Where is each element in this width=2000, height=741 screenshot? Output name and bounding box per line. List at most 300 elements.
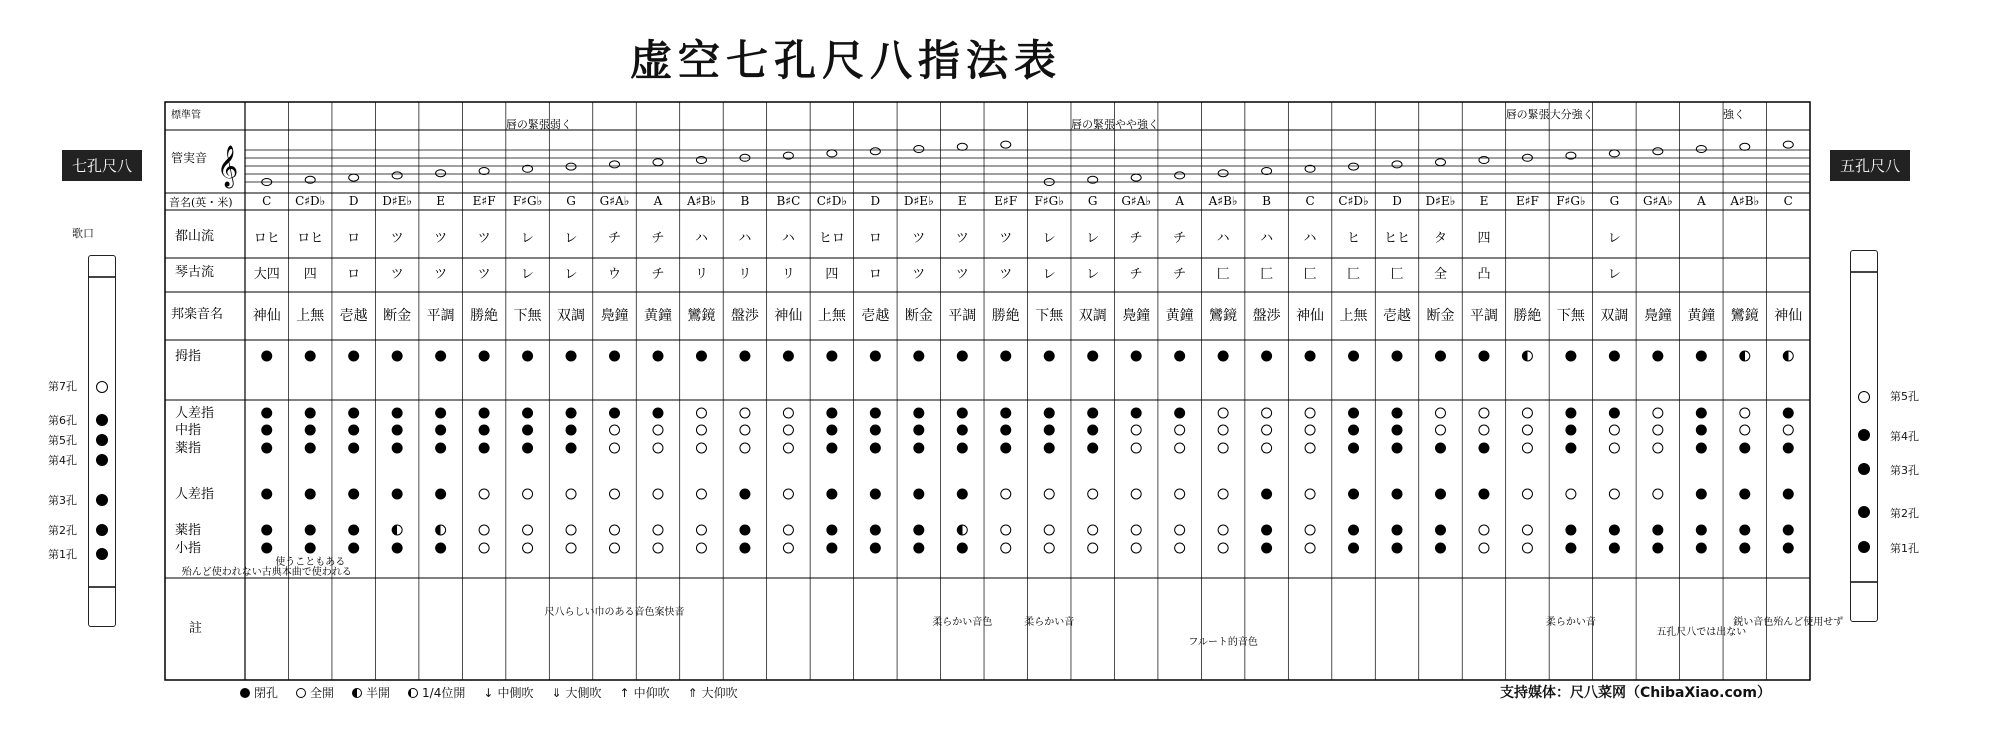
fingering-dot xyxy=(1218,543,1228,553)
hogaku-cell: 平調 xyxy=(1469,308,1498,324)
fingering-dot xyxy=(1349,525,1359,535)
fingering-dot xyxy=(1653,425,1663,435)
note-name-cell: C xyxy=(1783,194,1793,208)
kinko-cell: 全 xyxy=(1433,267,1447,282)
legend-meri xyxy=(483,684,533,701)
finger-row-label: 小指 xyxy=(175,541,202,556)
fingering-dot xyxy=(1522,351,1532,361)
tozan-cell: ロ xyxy=(868,231,882,246)
hogaku-cell: 双調 xyxy=(1078,308,1107,324)
fingering-dot xyxy=(1522,543,1532,553)
kinko-cell: 匚 xyxy=(1216,267,1230,282)
note-head xyxy=(262,179,272,186)
fingering-dot xyxy=(1218,443,1228,453)
fingering-dot xyxy=(1740,525,1750,535)
hogaku-cell: 神仙 xyxy=(774,308,803,324)
zone-label: 唇の緊張弱く xyxy=(505,118,572,131)
fingering-dot xyxy=(1435,443,1445,453)
fingering-dot xyxy=(1044,425,1054,435)
fingering-dot xyxy=(436,425,446,435)
note-name-cell: G xyxy=(1087,194,1098,208)
fingering-dot xyxy=(262,425,272,435)
header-hogaku-label: 邦楽音名 xyxy=(171,307,224,322)
fingering-dot xyxy=(305,425,315,435)
fingering-dot xyxy=(696,425,706,435)
fingering-dot xyxy=(1696,543,1706,553)
fingering-dot xyxy=(783,489,793,499)
fingering-dot xyxy=(957,543,967,553)
fingering-dot xyxy=(827,543,837,553)
hole-label: 第2孔 xyxy=(48,524,77,537)
zone-label: 唇の緊張やや強く xyxy=(1070,118,1159,131)
kinko-cell: リ xyxy=(694,267,708,282)
fingering-dot xyxy=(1435,543,1445,553)
finger-row-label: 薬指 xyxy=(175,523,202,538)
fingering-dot xyxy=(566,425,576,435)
fingering-dot xyxy=(610,543,620,553)
hole-6-icon xyxy=(96,414,108,426)
note-name-cell: A♯B♭ xyxy=(1730,194,1760,208)
fingering-dot xyxy=(1175,525,1185,535)
fingering-dot xyxy=(740,408,750,418)
hogaku-cell: 壱越 xyxy=(861,308,890,324)
fingering-dot xyxy=(1696,408,1706,418)
fingering-dot xyxy=(914,489,924,499)
fingering-dot xyxy=(1175,425,1185,435)
fingering-dot xyxy=(1522,489,1532,499)
fingering-dot xyxy=(653,408,663,418)
fingering-dot xyxy=(1001,425,1011,435)
fingering-dot xyxy=(1522,525,1532,535)
fingering-dot xyxy=(783,351,793,361)
note-head xyxy=(1435,159,1445,166)
fingering-dot xyxy=(523,489,533,499)
fingering-dot xyxy=(696,543,706,553)
fingering-dot xyxy=(1783,408,1793,418)
fingering-dot xyxy=(1001,489,1011,499)
hogaku-cell: 黄鐘 xyxy=(1687,308,1716,324)
fingering-dot xyxy=(957,443,967,453)
closed-hole-icon xyxy=(240,688,250,698)
fingering-dot xyxy=(653,443,663,453)
fingering-dot xyxy=(1001,443,1011,453)
fingering-dot xyxy=(436,408,446,418)
fingering-dot xyxy=(1392,443,1402,453)
fingering-dot xyxy=(1044,525,1054,535)
finger-row-label: 薬指 xyxy=(175,441,202,456)
kinko-cell: レ xyxy=(1042,267,1056,282)
hogaku-cell: 平調 xyxy=(426,308,455,324)
fingering-dot xyxy=(1392,408,1402,418)
fingering-dot xyxy=(783,425,793,435)
hole-5-icon xyxy=(1858,391,1870,403)
fingering-dot xyxy=(1566,489,1576,499)
note-name-cell: F♯G♭ xyxy=(1034,194,1064,208)
fingering-dot xyxy=(1262,525,1272,535)
fingering-dot xyxy=(1218,425,1228,435)
fingering-dot xyxy=(1783,351,1793,361)
fingering-dot xyxy=(1392,425,1402,435)
finger-row-label: 中指 xyxy=(175,423,202,438)
legend-closed xyxy=(240,684,278,701)
fingering-dot xyxy=(566,408,576,418)
fingering-dot xyxy=(1609,408,1619,418)
fingering-dot xyxy=(1653,489,1663,499)
seven-hole-flute-illustration xyxy=(88,255,116,627)
note-name-cell: C xyxy=(1305,194,1315,208)
kinko-cell: チ xyxy=(651,267,665,282)
note-head xyxy=(1783,141,1793,148)
hogaku-cell: 盤渉 xyxy=(1252,308,1281,324)
fingering-dot xyxy=(1653,351,1663,361)
fingering-dot xyxy=(262,351,272,361)
fingering-dot xyxy=(1044,408,1054,418)
kinko-cell: チ xyxy=(1129,267,1143,282)
tozan-cell: チ xyxy=(608,231,622,246)
fingering-dot xyxy=(1305,543,1315,553)
double-down-arrow-icon: ⇓ xyxy=(551,685,562,700)
legend-half xyxy=(352,684,390,701)
notes-row-label: 註 xyxy=(189,621,203,636)
tozan-cell: ヒ xyxy=(1347,231,1361,246)
note-head xyxy=(1131,174,1141,181)
hogaku-cell: 神仙 xyxy=(1296,308,1325,324)
note-name-cell: E♯F xyxy=(1515,194,1539,208)
fingering-dot xyxy=(1001,351,1011,361)
note-name-cell: D♯E♭ xyxy=(382,194,413,208)
fingering-dot xyxy=(1653,525,1663,535)
fingering-dot xyxy=(1001,543,1011,553)
hogaku-cell: 双調 xyxy=(557,308,586,324)
fingering-dot xyxy=(610,525,620,535)
fingering-dot xyxy=(1262,543,1272,553)
fingering-dot xyxy=(305,443,315,453)
fingering-dot xyxy=(1522,443,1532,453)
hogaku-cell: 下無 xyxy=(1035,308,1064,324)
header-pitch-label: 管実音 xyxy=(171,151,208,165)
kinko-cell: ツ xyxy=(912,267,926,282)
fingering-dot xyxy=(262,408,272,418)
note-head xyxy=(392,172,402,179)
fingering-dot xyxy=(827,425,837,435)
fingering-dot xyxy=(392,425,402,435)
fingering-dot xyxy=(1740,443,1750,453)
fingering-dot xyxy=(479,425,489,435)
fingering-dot xyxy=(1609,425,1619,435)
fingering-dot xyxy=(870,408,880,418)
fingering-dot xyxy=(1783,489,1793,499)
fingering-dot xyxy=(610,408,620,418)
fingering-dot xyxy=(827,443,837,453)
hogaku-cell: 盤渉 xyxy=(730,308,759,324)
legend-text: 半開 xyxy=(366,686,391,700)
note-name-cell: E xyxy=(1479,194,1489,208)
note-head xyxy=(1305,165,1315,172)
fingering-dot xyxy=(740,425,750,435)
note-head xyxy=(1001,141,1011,148)
kinko-cell: 匚 xyxy=(1390,267,1404,282)
fingering-dot xyxy=(436,443,446,453)
legend-text: 中側吹 xyxy=(497,686,534,700)
fingering-dot xyxy=(523,443,533,453)
note-name-cell: G♯A♭ xyxy=(1121,194,1152,208)
hogaku-cell: 断金 xyxy=(383,308,412,324)
fingering-dot xyxy=(1262,351,1272,361)
tozan-cell: ツ xyxy=(390,231,404,246)
note-name-cell: G xyxy=(566,194,576,208)
fingering-dot xyxy=(1131,443,1141,453)
fingering-dot xyxy=(523,408,533,418)
fingering-dot xyxy=(1305,525,1315,535)
kinko-cell: 大四 xyxy=(253,267,280,282)
hogaku-cell: 鳧鐘 xyxy=(1122,308,1151,324)
note-name-cell: F♯G♭ xyxy=(512,194,543,208)
fingering-dot xyxy=(392,408,402,418)
tozan-cell: ハ xyxy=(781,231,795,246)
hogaku-cell: 神仙 xyxy=(252,308,281,324)
fingering-dot xyxy=(1696,525,1706,535)
hole-2-icon xyxy=(96,524,108,536)
fingering-dot xyxy=(1435,425,1445,435)
hole-5-icon xyxy=(96,434,108,446)
note-name-cell: F♯G♭ xyxy=(1556,194,1586,208)
hogaku-cell: 上無 xyxy=(296,308,325,324)
fingering-dot xyxy=(740,443,750,453)
fingering-dot xyxy=(1740,489,1750,499)
note-annotation: フルート的音色 xyxy=(1188,637,1258,648)
tozan-cell: レ xyxy=(1607,231,1621,246)
fingering-dot xyxy=(1435,408,1445,418)
hole-3-icon xyxy=(96,494,108,506)
note-annotation: 五孔尺八では出ない xyxy=(1656,627,1747,638)
fingering-dot xyxy=(610,443,620,453)
fingering-dot xyxy=(870,525,880,535)
kinko-cell: ロ xyxy=(347,267,361,282)
fingering-dot xyxy=(1479,525,1489,535)
kinko-cell: ツ xyxy=(955,267,969,282)
fingering-dot xyxy=(479,408,489,418)
kinko-cell: 匚 xyxy=(1347,267,1361,282)
utaguchi-label: 歌口 xyxy=(72,227,94,240)
note-head xyxy=(566,163,576,170)
note-head xyxy=(653,159,663,166)
note-name-cell: C♯D♭ xyxy=(1338,194,1369,208)
fingering-dot xyxy=(783,408,793,418)
hole-label: 第5孔 xyxy=(48,434,77,447)
tozan-cell: チ xyxy=(1173,231,1187,246)
legend-text: 閉孔 xyxy=(254,686,279,700)
note-head xyxy=(305,176,315,183)
fingering-dot xyxy=(1392,489,1402,499)
fingering-dot xyxy=(523,351,533,361)
fingering-dot xyxy=(870,489,880,499)
legend-text: 大側吹 xyxy=(565,686,602,700)
tozan-cell: ツ xyxy=(434,231,448,246)
kinko-cell: ウ xyxy=(608,267,622,282)
legend-kari xyxy=(620,684,670,701)
half-hole-icon xyxy=(352,688,362,698)
hogaku-cell: 壱越 xyxy=(339,308,368,324)
note-name-cell: C♯D♭ xyxy=(295,194,326,208)
hogaku-cell: 黄鐘 xyxy=(643,308,672,324)
note-head xyxy=(914,146,924,153)
kinko-cell: レ xyxy=(564,267,578,282)
note-head xyxy=(827,150,837,157)
tozan-cell: 四 xyxy=(1477,231,1491,246)
finger-row-label: 人差指 xyxy=(175,487,215,502)
open-hole-icon xyxy=(296,688,306,698)
tozan-cell: レ xyxy=(521,231,535,246)
zone-label: 強く xyxy=(1723,108,1746,121)
fingering-dot xyxy=(1218,525,1228,535)
kinko-cell: チ xyxy=(1173,267,1187,282)
fingering-dot xyxy=(827,351,837,361)
hogaku-cell: 壱越 xyxy=(1383,308,1412,324)
fingering-dot xyxy=(523,525,533,535)
fingering-dot xyxy=(1349,408,1359,418)
fingering-dot xyxy=(523,543,533,553)
fingering-dot xyxy=(914,351,924,361)
note-name-cell: D xyxy=(870,194,881,208)
note-name-cell: D xyxy=(348,194,359,208)
fingering-dot xyxy=(914,408,924,418)
fingering-dot xyxy=(870,351,880,361)
fingering-dot xyxy=(740,543,750,553)
fingering-dot xyxy=(566,443,576,453)
hogaku-cell: 下無 xyxy=(1556,308,1585,324)
note-name-cell: A♯B♭ xyxy=(686,194,716,208)
fingering-dot xyxy=(1088,351,1098,361)
fingering-dot xyxy=(1479,443,1489,453)
fingering-dot xyxy=(1262,489,1272,499)
kinko-cell: レ xyxy=(1607,267,1621,282)
fingering-dot xyxy=(436,543,446,553)
note-annotation: 柔らかい音色 xyxy=(932,617,993,628)
fingering-dot xyxy=(1349,425,1359,435)
note-name-cell: B xyxy=(740,194,750,208)
note-head xyxy=(870,148,880,155)
tozan-cell: ハ xyxy=(1303,231,1317,246)
hogaku-cell: 上無 xyxy=(1339,308,1368,324)
note-annotation: 柔らかい音 xyxy=(1545,617,1596,628)
seven-hole-label: 七孔尺八 xyxy=(62,150,142,181)
kinko-cell: ツ xyxy=(434,267,448,282)
note-name-cell: E♯F xyxy=(994,194,1018,208)
note-name-cell: B♯C xyxy=(776,194,801,208)
tozan-cell: ツ xyxy=(477,231,491,246)
fingering-dot xyxy=(1175,443,1185,453)
fingering-dot xyxy=(1131,525,1141,535)
fingering-dot xyxy=(1001,525,1011,535)
kinko-cell: 四 xyxy=(825,267,839,282)
note-head xyxy=(1088,176,1098,183)
legend-text: 大仰吹 xyxy=(701,686,738,700)
hole-4-icon xyxy=(1858,429,1870,441)
fingering-dot xyxy=(479,543,489,553)
hogaku-cell: 鳧鐘 xyxy=(1643,308,1672,324)
note-name-cell: A xyxy=(653,194,663,208)
tozan-cell: ハ xyxy=(738,231,752,246)
note-head xyxy=(1740,143,1750,150)
note-name-cell: E xyxy=(957,194,967,208)
fingering-dot xyxy=(1435,489,1445,499)
fingering-dot xyxy=(566,351,576,361)
note-name-cell: C xyxy=(262,194,272,208)
kinko-cell: 匚 xyxy=(1303,267,1317,282)
fingering-dot xyxy=(392,543,402,553)
fingering-dot xyxy=(827,489,837,499)
fingering-dot xyxy=(1783,443,1793,453)
fingering-dot xyxy=(957,525,967,535)
tozan-cell: ヒヒ xyxy=(1384,231,1411,246)
fingering-dot xyxy=(1522,425,1532,435)
note-name-cell: C♯D♭ xyxy=(816,194,848,208)
fingering-dot xyxy=(262,443,272,453)
flute-band xyxy=(89,586,115,588)
hogaku-cell: 断金 xyxy=(1426,308,1455,324)
fingering-dot xyxy=(349,525,359,535)
hole-label: 第7孔 xyxy=(48,380,77,393)
hole-label: 第5孔 xyxy=(1890,390,1919,403)
note-head xyxy=(1175,172,1185,179)
fingering-dot xyxy=(1305,351,1315,361)
flute-band xyxy=(1851,271,1877,273)
finger-row-label: 人差指 xyxy=(175,406,215,421)
fingering-dot xyxy=(783,525,793,535)
fingering-dot xyxy=(870,443,880,453)
fingering-dot xyxy=(1609,489,1619,499)
hogaku-cell: 下無 xyxy=(513,308,542,324)
note-annotation: 殆んど使われない古典本曲で使われる xyxy=(181,567,352,578)
fingering-dot xyxy=(1740,408,1750,418)
note-name-cell: E♯F xyxy=(472,194,496,208)
note-name-cell: B xyxy=(1262,194,1272,208)
fingering-dot xyxy=(740,525,750,535)
fingering-dot xyxy=(1566,443,1576,453)
fingering-dot xyxy=(870,425,880,435)
hogaku-cell: 神仙 xyxy=(1774,308,1803,324)
fingering-dot xyxy=(1566,425,1576,435)
tozan-cell: レ xyxy=(1042,231,1056,246)
fingering-dot xyxy=(696,408,706,418)
note-name-cell: G♯A♭ xyxy=(1642,194,1673,208)
fingering-dot xyxy=(1479,425,1489,435)
fingering-dot xyxy=(566,489,576,499)
fingering-dot xyxy=(392,525,402,535)
note-head xyxy=(1392,161,1402,168)
kinko-cell: レ xyxy=(1086,267,1100,282)
fingering-dot xyxy=(1349,351,1359,361)
note-name-cell: D♯E♭ xyxy=(1425,194,1456,208)
fingering-dot xyxy=(1522,408,1532,418)
hogaku-cell: 鸞鏡 xyxy=(687,308,716,324)
fingering-dot xyxy=(479,351,489,361)
hole-7-icon xyxy=(96,381,108,393)
note-head xyxy=(610,161,620,168)
note-head xyxy=(1696,146,1706,153)
fingering-dot xyxy=(1609,443,1619,453)
fingering-dot xyxy=(1088,408,1098,418)
note-head xyxy=(696,157,706,164)
fingering-dot xyxy=(349,443,359,453)
credit-text: 支持媒体：尺八菜网（ChibaXiao.com） xyxy=(1500,685,1771,701)
hogaku-cell: 上無 xyxy=(817,308,846,324)
fingering-dot xyxy=(1609,543,1619,553)
page-title: 虚空七孔尺八指法表 xyxy=(630,36,1063,85)
fingering-dot xyxy=(1392,351,1402,361)
fingering-dot xyxy=(1740,543,1750,553)
hogaku-cell: 平調 xyxy=(948,308,977,324)
